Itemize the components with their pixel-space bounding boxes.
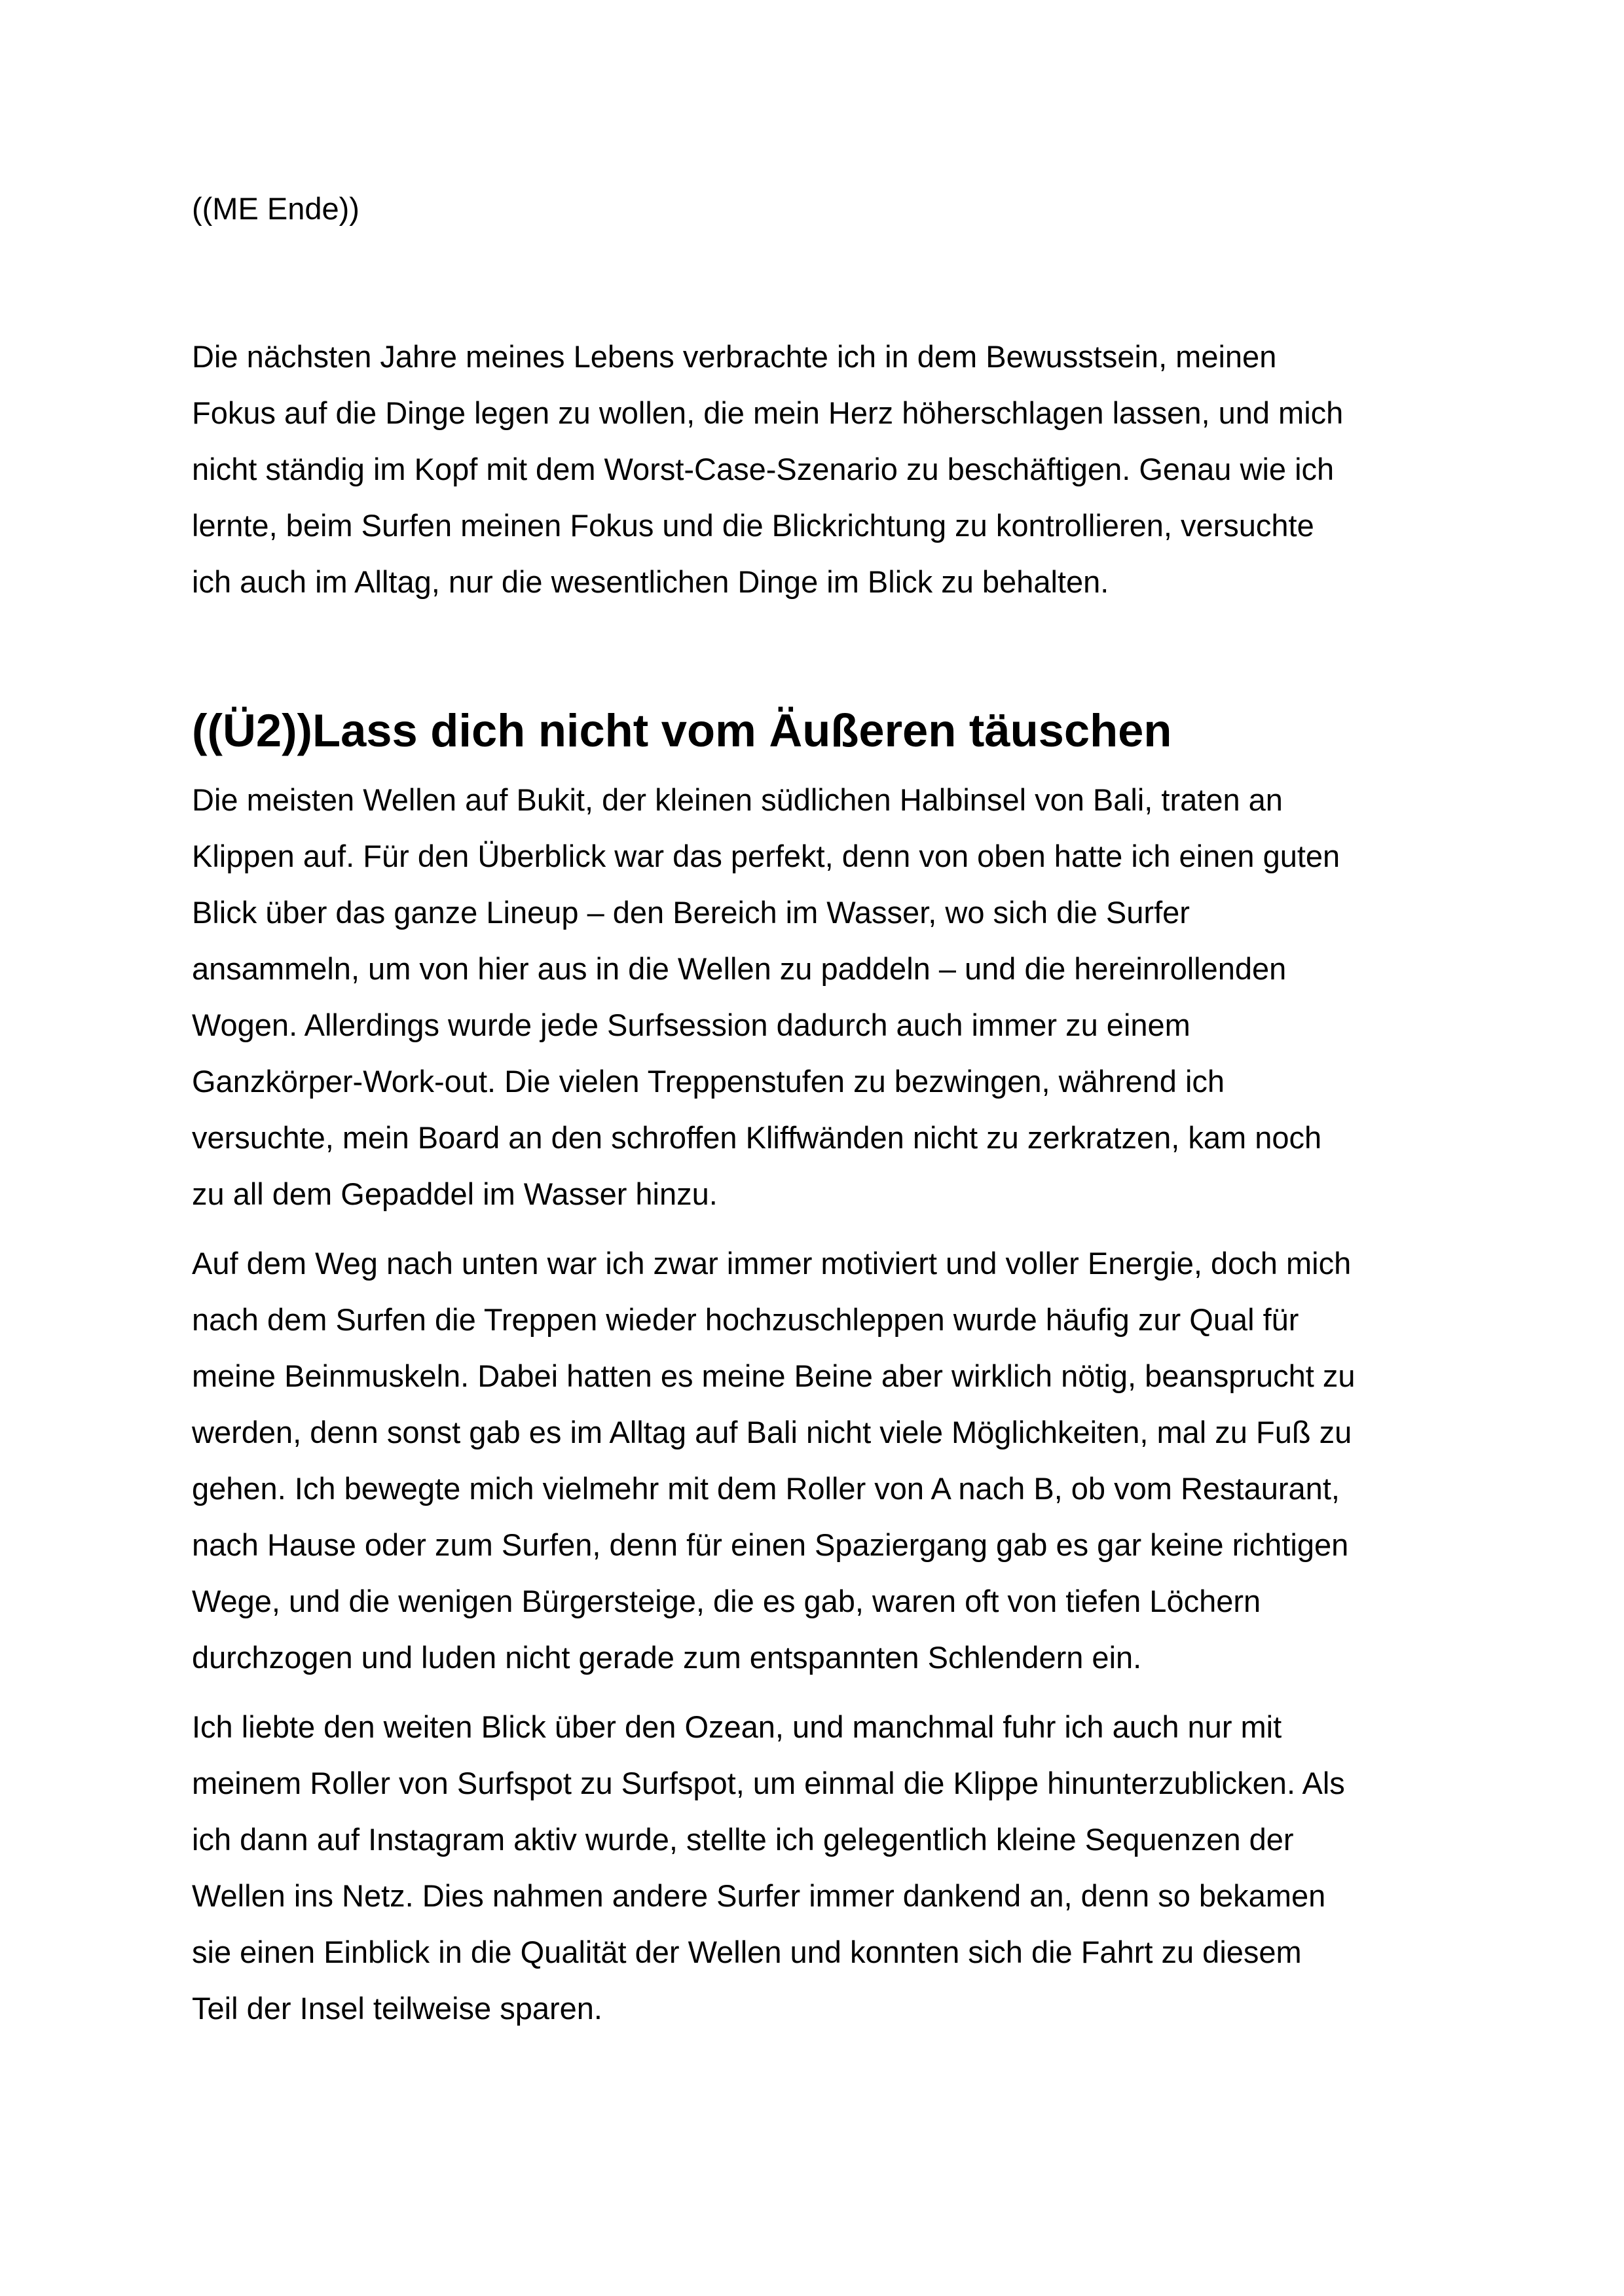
text-line: Wogen. Allerdings wurde jede Surfsession dadurch auch immer zu einem: [192, 1008, 1190, 1042]
text-line: durchzogen und luden nicht gerade zum entspannten Schlendern ein.: [192, 1640, 1142, 1675]
intro-paragraph: [192, 329, 1456, 610]
text-line: meine Beinmuskeln. Dabei hatten es meine Beine aber wirklich nötig, beansprucht zu: [192, 1358, 1356, 1393]
text-line: Wellen ins Netz. Dies nahmen andere Surfer immer dankend an, denn so bekamen: [192, 1878, 1326, 1913]
text-line: werden, denn sonst gab es im Alltag auf Bali nicht viele Möglichkeiten, mal zu Fuß zu: [192, 1415, 1352, 1449]
text-line: ansammeln, um von hier aus in die Wellen zu paddeln – und die hereinrollenden: [192, 951, 1287, 986]
text-line: nicht ständig im Kopf mit dem Worst-Case-Szenario zu beschäftigen. Genau wie ich: [192, 452, 1335, 486]
section-heading: ((Ü2))Lass dich nicht vom Äußeren täuschen: [192, 704, 1172, 756]
text-line: Klippen auf. Für den Überblick war das perfekt, denn von oben hatte ich einen guten: [192, 839, 1340, 873]
text-line: Die meisten Wellen auf Bukit, der kleinen südlichen Halbinsel von Bali, traten an: [192, 782, 1283, 817]
text-line: lernte, beim Surfen meinen Fokus und die Blickrichtung zu kontrollieren, versuchte: [192, 508, 1314, 543]
spacer: [192, 1222, 1456, 1235]
text-line: Auf dem Weg nach unten war ich zwar immer motiviert und voller Energie, doch mich: [192, 1246, 1352, 1281]
spacer: [192, 759, 1456, 772]
text-line: Ganzkörper-Work-out. Die vielen Treppenstufen zu bezwingen, während ich: [192, 1064, 1225, 1099]
text-line: meinem Roller von Surfspot zu Surfspot, um einmal die Klippe hinunterzublicken. Als: [192, 1766, 1345, 1800]
text-line: nach dem Surfen die Treppen wieder hochzuschleppen wurde häufig zur Qual für: [192, 1302, 1299, 1337]
text-line: Teil der Insel teilweise sparen.: [192, 1991, 602, 2026]
body-paragraph-3: [192, 1699, 1456, 2037]
text-line: Ich liebte den weiten Blick über den Ozean, und manchmal fuhr ich auch nur mit: [192, 1709, 1282, 1744]
text-line: ich auch im Alltag, nur die wesentlichen Dinge im Blick zu behalten.: [192, 564, 1109, 599]
text-line: Die nächsten Jahre meines Lebens verbrachte ich in dem Bewusstsein, meinen: [192, 339, 1277, 374]
text-line: Blick über das ganze Lineup – den Bereich im Wasser, wo sich die Surfer: [192, 895, 1190, 930]
body-paragraph-2: [192, 1235, 1456, 1686]
spacer: [192, 610, 1456, 702]
body-paragraph-1: [192, 772, 1456, 1222]
section-end-marker: ((ME Ende)): [192, 191, 360, 226]
text-line: sie einen Einblick in die Qualität der Wellen und konnten sich die Fahrt zu diesem: [192, 1935, 1302, 1969]
text-line: zu all dem Gepaddel im Wasser hinzu.: [192, 1176, 718, 1211]
text-line: Wege, und die wenigen Bürgersteige, die es gab, waren oft von tiefen Löchern: [192, 1584, 1261, 1618]
text-line: nach Hause oder zum Surfen, denn für einen Spaziergang gab es gar keine richtigen: [192, 1527, 1349, 1562]
text-line: versuchte, mein Board an den schroffen Kliffwänden nicht zu zerkratzen, kam noch: [192, 1120, 1322, 1155]
spacer: [192, 1686, 1456, 1699]
text-line: gehen. Ich bewegte mich vielmehr mit dem Roller von A nach B, ob vom Restaurant,: [192, 1471, 1340, 1506]
text-line: ich dann auf Instagram aktiv wurde, stellte ich gelegentlich kleine Sequenzen der: [192, 1822, 1294, 1857]
document-body: [192, 181, 1456, 2037]
text-line: Fokus auf die Dinge legen zu wollen, die mein Herz höherschlagen lassen, und mich: [192, 395, 1344, 430]
spacer: [192, 237, 1456, 329]
